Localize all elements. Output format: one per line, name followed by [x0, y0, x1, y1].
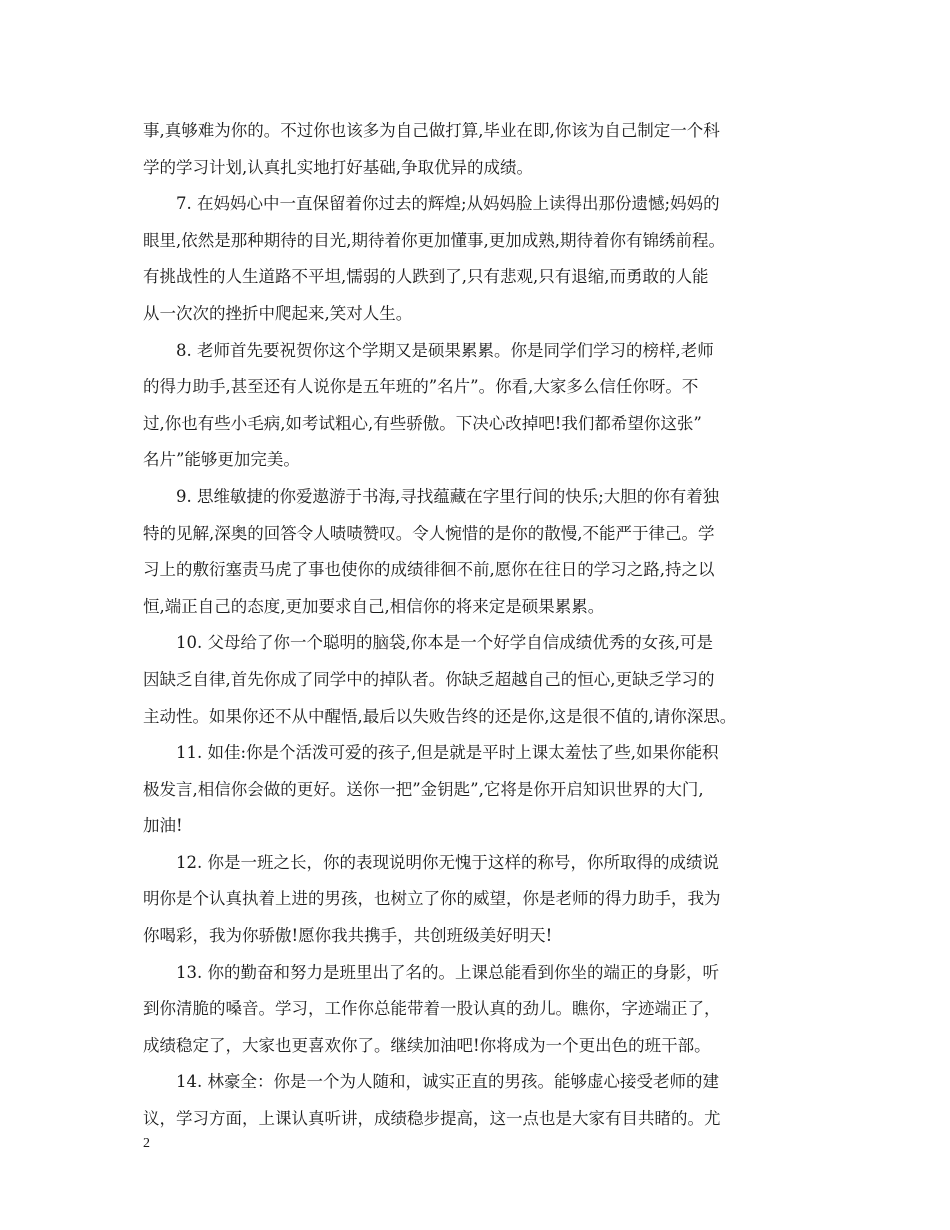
text-line: 习上的敷衍塞责马虎了事也使你的成绩徘徊不前,愿你在往日的学习之路,持之以 — [143, 560, 715, 580]
text-line: 名片”能够更加完美。 — [143, 450, 300, 470]
text-line: 10. 父母给了你一个聪明的脑袋,你本是一个好学自信成绩优秀的女孩,可是 — [176, 633, 713, 653]
text-line: 事,真够难为你的。不过你也该多为自己做打算,毕业在即,你该为自己制定一个科 — [143, 121, 720, 140]
text-line: 成绩稳定了，大家也更喜欢你了。继续加油吧!你将成为一个更出色的班干部。 — [143, 1035, 711, 1055]
text-line: 的得力助手,甚至还有人说你是五年班的”名片”。你看,大家多么信任你呀。不 — [143, 377, 699, 397]
text-line: 12. 你是一班之长，你的表现说明你无愧于这样的称号，你所取得的成绩说 — [176, 852, 719, 872]
text-line: 14. 林豪全：你是一个为人随和，诚实正直的男孩。能够虚心接受老师的建 — [176, 1072, 719, 1092]
text-line: 明你是个认真执着上进的男孩，也树立了你的威望，你是老师的得力助手，我为 — [143, 889, 721, 909]
text-line: 特的见解,深奥的回答令人啧啧赞叹。令人惋惜的是你的散慢,不能严于律己。学 — [143, 523, 715, 543]
text-line: 11. 如佳:你是个活泼可爱的孩子,但是就是平时上课太羞怯了些,如果你能积 — [176, 743, 719, 763]
paragraph — [143, 186, 813, 332]
paragraph — [143, 479, 813, 625]
paragraph — [143, 625, 813, 735]
text-line: 主动性。如果你还不从中醒悟,最后以失败告终的还是你,这是很不值的,请你深思。 — [143, 706, 737, 726]
text-line: 极发言,相信你会做的更好。送你一把”金钥匙”,它将是你开启知识世界的大门, — [143, 779, 704, 799]
text-line: 学的学习计划,认真扎实地打好基础,争取优异的成绩。 — [143, 157, 533, 177]
text-line: 8. 老师首先要祝贺你这个学期又是硕果累累。你是同学们学习的榜样,老师 — [176, 340, 714, 360]
text-line: 13. 你的勤奋和努力是班里出了名的。上课总能看到你坐的端正的身影，听 — [176, 962, 719, 982]
text-line: 7. 在妈妈心中一直保留着你过去的辉煌;从妈妈脸上读得出那份遗憾;妈妈的 — [176, 194, 720, 214]
text-line: 加油! — [143, 816, 183, 836]
text-line: 9. 思维敏捷的你爱遨游于书海,寻找蕴藏在字里行间的快乐;大胆的你有着独 — [176, 486, 720, 506]
body-text — [143, 113, 813, 1138]
text-line: 你喝彩，我为你骄傲!愿你我共携手，共创班级美好明天! — [143, 926, 553, 946]
paragraph — [143, 735, 813, 845]
paragraph — [143, 1064, 813, 1137]
text-line: 因缺乏自律,首先你成了同学中的掉队者。你缺乏超越自己的恒心,更缺乏学习的 — [143, 669, 715, 689]
page-number: 2 — [143, 1136, 150, 1151]
text-line: 有挑战性的人生道路不平坦,懦弱的人跌到了,只有悲观,只有退缩,而勇敢的人能 — [143, 267, 709, 287]
text-line: 议，学习方面，上课认真听讲，成绩稳步提高，这一点也是大家有目共睹的。尤 — [143, 1109, 721, 1129]
text-line: 从一次次的挫折中爬起来,笑对人生。 — [143, 303, 413, 323]
text-line: 到你清脆的嗓音。学习，工作你总能带着一股认真的劲儿。瞧你，字迹端正了， — [143, 999, 721, 1019]
text-line: 眼里,依然是那种期待的目光,期待着你更加懂事,更加成熟,期待着你有锦绣前程。 — [143, 230, 725, 250]
text-line: 过,你也有些小毛病,如考试粗心,有些骄傲。下决心改掉吧!我们都希望你这张” — [143, 413, 702, 433]
text-line: 恒,端正自己的态度,更加要求自己,相信你的将来定是硕果累累。 — [143, 596, 605, 616]
paragraph — [143, 955, 813, 1065]
paragraph — [143, 333, 813, 479]
paragraph — [143, 113, 813, 186]
paragraph — [143, 845, 813, 955]
